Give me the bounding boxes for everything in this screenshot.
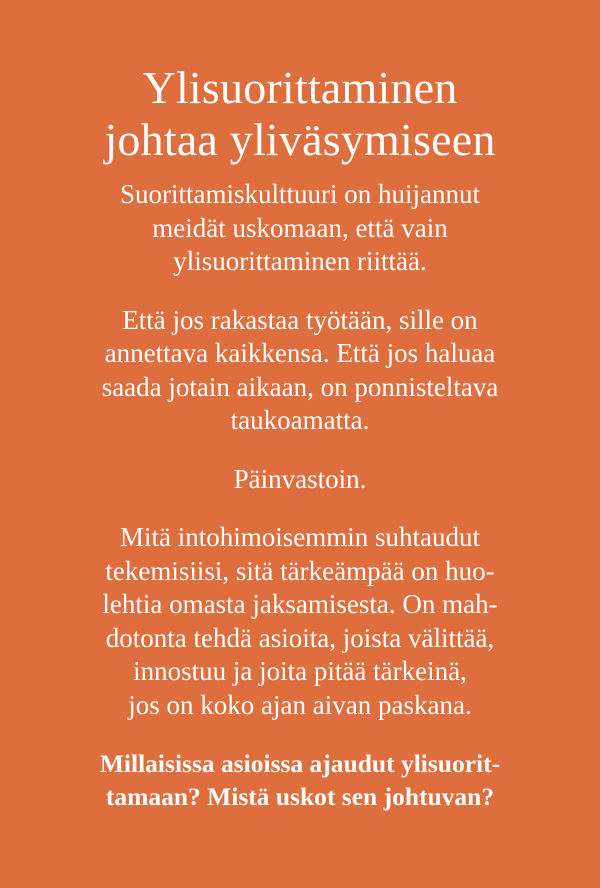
second-paragraph [50,304,550,438]
text-line: Päinvastoin. [233,463,367,494]
text-line: Että jos rakastaa työtään, sille on [122,304,478,335]
text-line: annettava kaikkensa. Että jos haluaa [104,338,496,368]
text-line: tekemisiisi, sitä tärkeämpää on huo- [105,555,495,586]
text-line: Suorittamiskulttuuri on huijannut [120,179,480,209]
reflection-question [50,747,550,813]
short-paragraph [50,463,550,497]
text-line: meidät uskomaan, että vain [152,212,448,243]
fourth-paragraph [50,521,550,722]
text-line: Mitä intohimoisemmin suhtaudut [120,522,480,552]
title-line: johtaa yliväsymiseen [104,114,496,165]
text-line: innostuu ja joita pitää tärkeinä, [133,656,467,686]
text-line: dotonta tehdä asioita, joista välittää, [105,622,495,653]
question-line: Millaisissa asioissa ajaudut ylisuorit- [99,749,501,778]
intro-paragraph [50,178,550,279]
text-line: lehtia omasta jaksamisesta. On mah- [102,589,498,619]
title-line: Ylisuorittaminen [142,62,458,113]
text-line: saada jotain aikaan, on ponnisteltava [101,371,499,402]
card-title [50,62,550,166]
text-line: jos on koko ajan aivan paskana. [128,689,472,720]
question-line: tamaan? Mistä uskot sen johtuvan? [105,782,495,811]
text-line: taukoamatta. [230,405,370,435]
text-line: ylisuorittaminen riittää. [173,246,427,276]
